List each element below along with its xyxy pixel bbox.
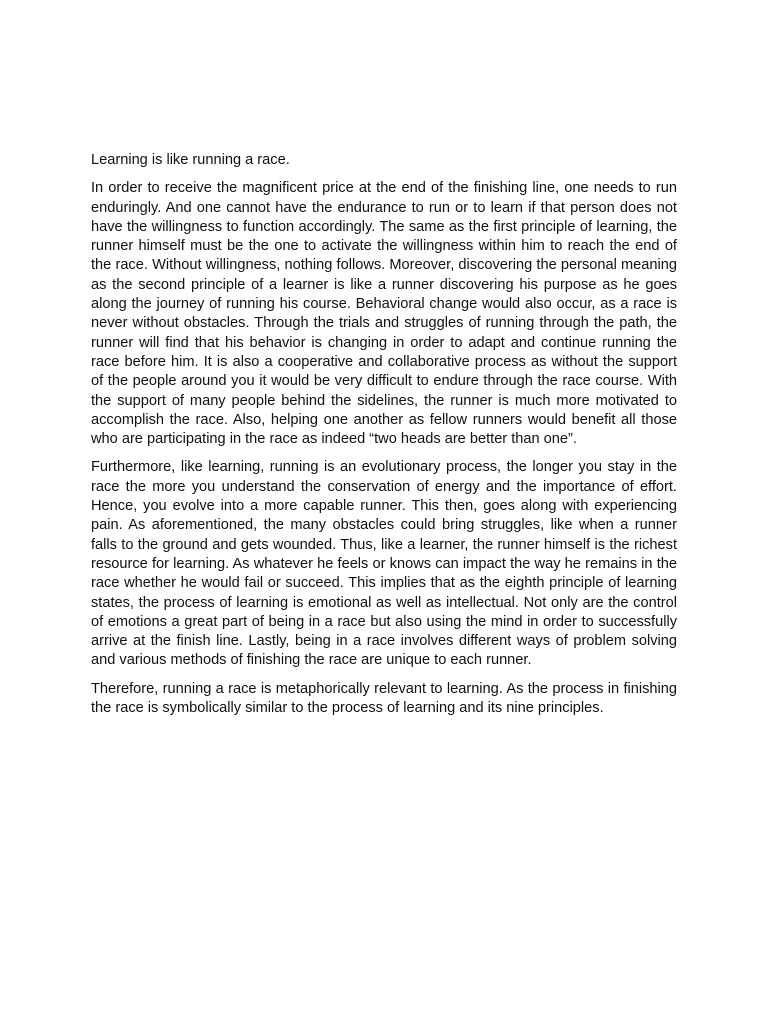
- document-body: [91, 151, 677, 727]
- paragraph: In order to receive the magnificent price at the end of the finishing line, one needs to run enduringly. And one cannot have the endurance to run or to learn if that person does not have the willingness to function accordingly. The same as the first principle of learning, the runner himself must be the one to activate the willingness within him to reach the end of the race. Without willingness, nothing follows. Moreover, discovering the personal meaning as the second principle of a learner is like a runner discovering his purpose as he goes along the journey of running his course. Behavioral change would also occur, as a race is never without obstacles. Through the trials and struggles of running through the path, the runner will find that his behavior is changing in order to adapt and continue running the race before him. It is also a cooperative and collaborative process as without the support of the people around you it would be very difficult to endure through the race course. With the support of many people behind the sidelines, the runner is much more motivated to accomplish the race. Also, helping one another as fellow runners would benefit all those who are participating in the race as indeed “two heads are better than one”.: [91, 180, 677, 448]
- document-title: Learning is like running a race.: [91, 152, 290, 168]
- paragraph: Furthermore, like learning, running is an evolutionary process, the longer you stay in the race the more you understand the conservation of energy and the importance of effort. Hence, you evolve into a more capable runner. This then, goes along with experiencing pain. As aforementioned, the many obstacles could bring struggles, like when a runner falls to the ground and gets wounded. Thus, like a learner, the runner himself is the richest resource for learning. As whatever he feels or knows can impact the way he remains in the race whether he would fail or succeed. This implies that as the eighth principle of learning states, the process of learning is emotional as well as intellectual. Not only are the control of emotions a great part of being in a race but also using the mind in order to successfully arrive at the finish line. Lastly, being in a race involves different ways of problem solving and various methods of finishing the race are unique to each runner.: [91, 459, 677, 669]
- paragraph: Therefore, running a race is metaphorically relevant to learning. As the process in finishing the race is symbolically similar to the process of learning and its nine principles.: [91, 680, 677, 717]
